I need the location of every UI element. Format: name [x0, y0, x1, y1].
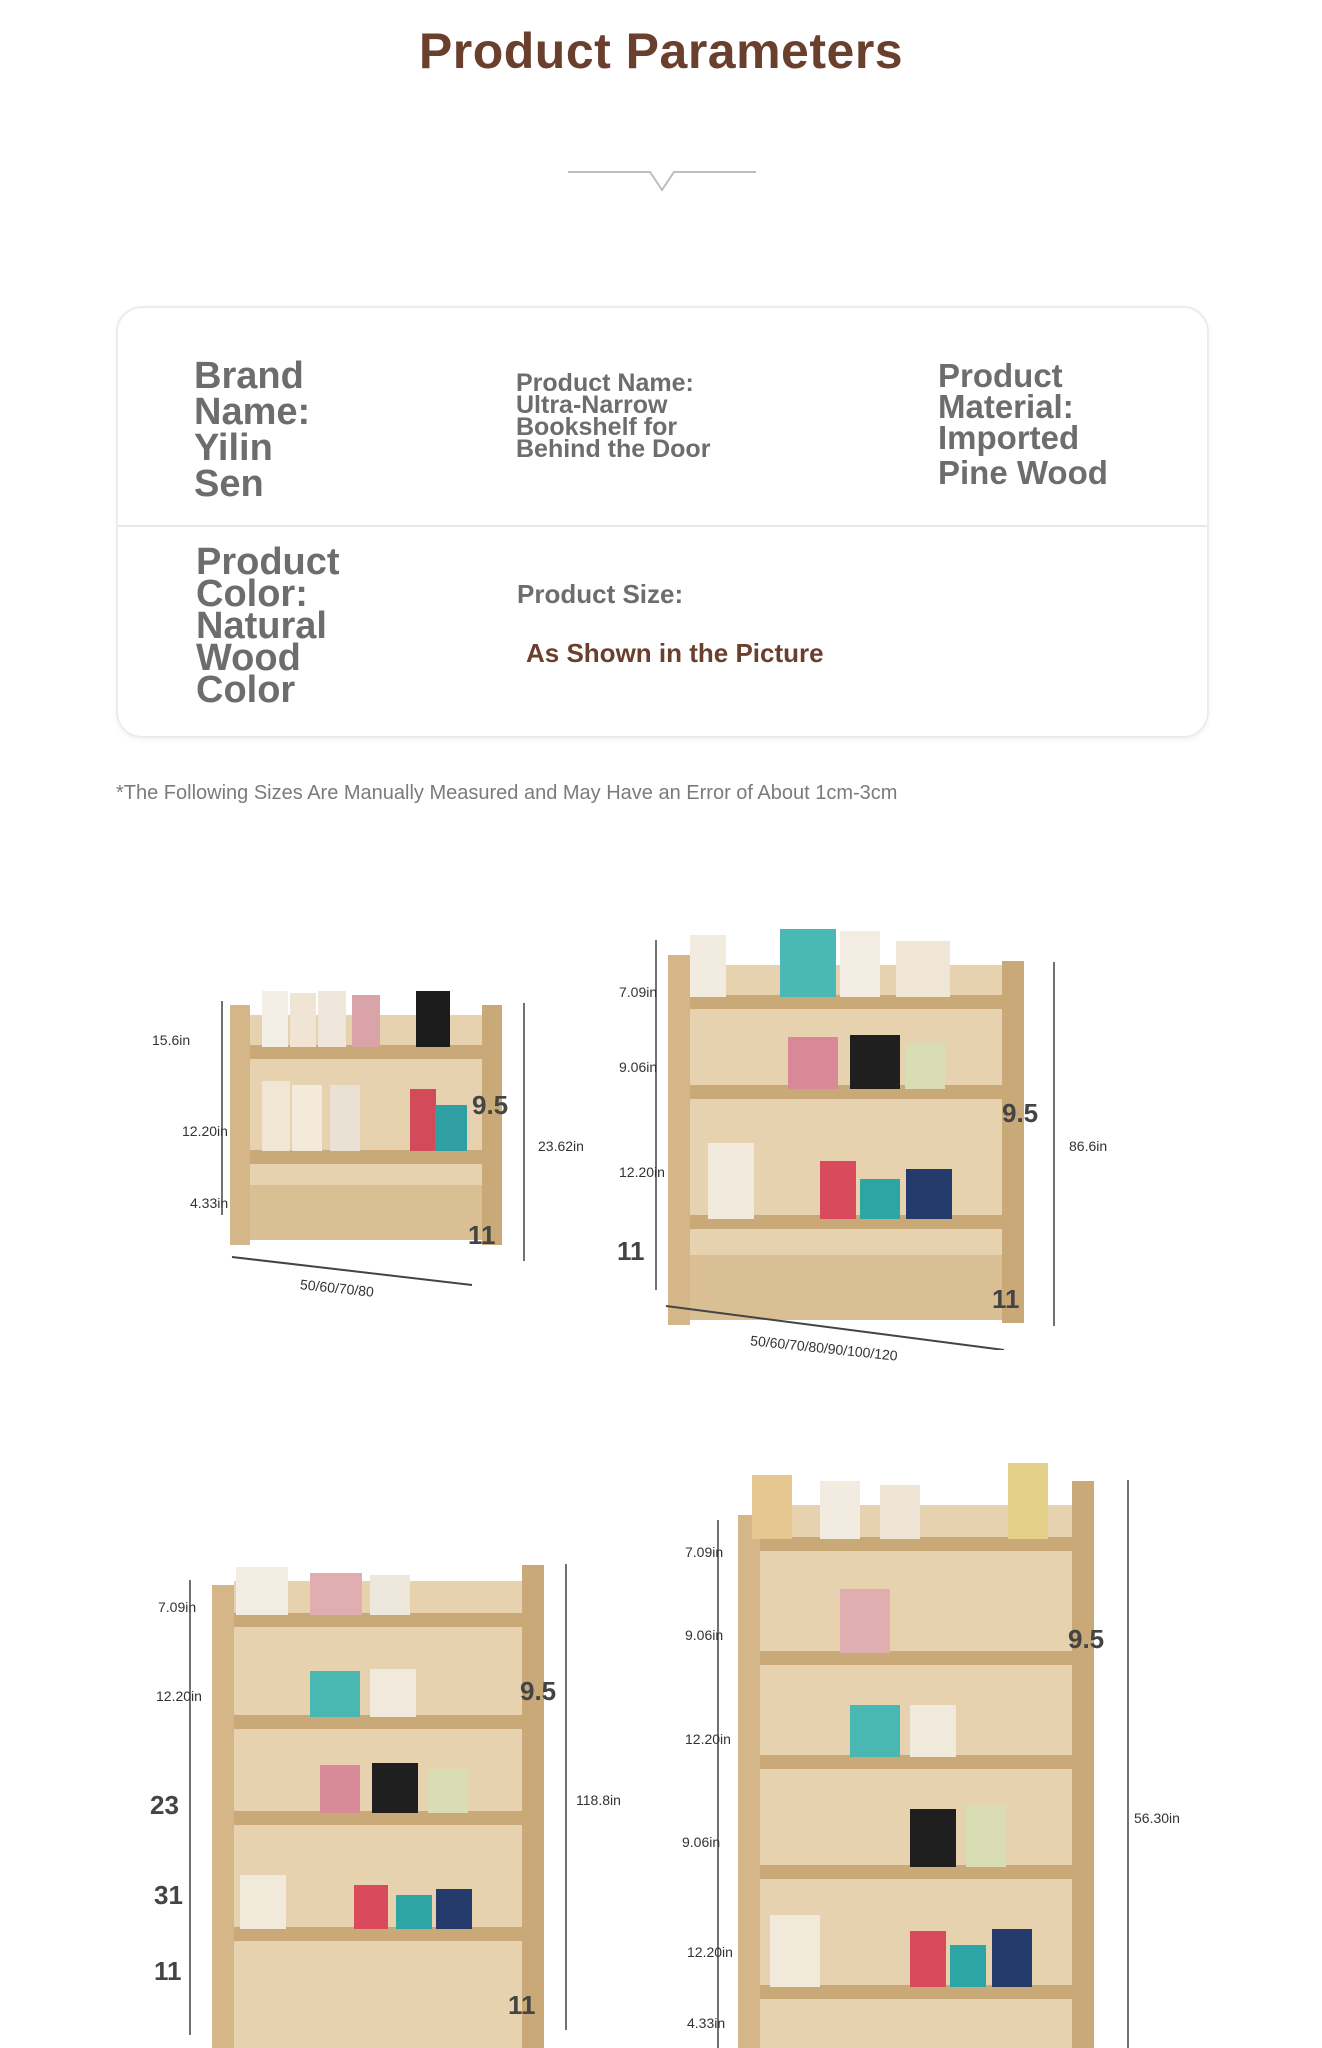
dim-base: 23: [150, 1790, 179, 1820]
material-line: Material:: [938, 388, 1074, 425]
dim-base: 11: [992, 1284, 1020, 1314]
product-name-line: Product Name:: [516, 369, 694, 397]
dim-label: 12.20in: [687, 1944, 733, 1960]
brand-line: Name:: [194, 391, 311, 434]
size-label: Product Size:: [517, 579, 684, 609]
page-title: Product Parameters: [418, 23, 904, 79]
material-line: Product: [938, 357, 1063, 394]
color-line: Product: [196, 541, 340, 583]
dim-depth: 9.5: [1068, 1624, 1105, 1654]
dim-label: 15.6in: [152, 1032, 191, 1048]
dim-base: 11: [468, 1220, 496, 1250]
material-line: Imported: [938, 419, 1080, 456]
dim-label: 56.30in: [1134, 1810, 1180, 1826]
dim-base: 31: [154, 1880, 183, 1910]
parameters-card: [116, 306, 1209, 738]
dim-label: 7.09in: [619, 984, 658, 1000]
dim-depth: 9.5: [1002, 1098, 1039, 1128]
measurement-note: *The Following Sizes Are Manually Measured and May Have an Error of About 1cm-3cm: [116, 782, 898, 804]
dim-label: 50/60/70/80/90/100/120: [749, 1332, 899, 1364]
dim-label: 118.8in: [576, 1792, 621, 1808]
color-line: Color:: [196, 573, 308, 615]
brand-line: Yilin: [194, 427, 273, 470]
dim-depth: 9.5: [520, 1676, 557, 1706]
dim-label: 12.20in: [156, 1688, 202, 1704]
color-line: Wood: [196, 637, 301, 679]
dim-label: 7.09in: [685, 1544, 724, 1560]
dimension-lines-shelf4: [700, 1480, 1140, 2048]
product-name-line: Ultra-Narrow: [516, 391, 668, 419]
dim-base: 11: [617, 1236, 645, 1266]
dimension-lines-shelf1: [150, 985, 580, 1305]
brand-line: Sen: [194, 463, 264, 506]
dim-label: 9.06in: [682, 1834, 721, 1850]
dim-label: 50/60/70/80: [299, 1276, 375, 1300]
card-divider: [118, 525, 1207, 527]
dim-base: 11: [508, 1990, 536, 2020]
material-line: Pine Wood: [938, 454, 1108, 491]
dim-label: 23.62in: [538, 1138, 584, 1154]
dim-depth: 9.5: [472, 1090, 509, 1120]
dim-label: 12.20in: [685, 1731, 731, 1747]
product-name-line: Behind the Door: [516, 435, 711, 463]
dim-label: 86.6in: [1069, 1138, 1108, 1154]
color-cell: [196, 541, 340, 711]
color-line: Natural: [196, 605, 327, 647]
product-name-cell: [516, 369, 711, 463]
size-value: As Shown in the Picture: [526, 638, 824, 668]
dim-label: 12.20in: [182, 1123, 228, 1139]
brand-name-cell: [194, 355, 311, 506]
brand-line: Brand: [194, 355, 304, 397]
product-name-line: Bookshelf for: [516, 413, 678, 441]
dim-label: 4.33in: [190, 1195, 229, 1211]
dim-label: 9.06in: [685, 1627, 724, 1643]
dim-label: 12.20in: [619, 1164, 665, 1180]
color-line: Color: [196, 669, 296, 711]
material-cell: [938, 357, 1108, 491]
section-divider-chevron: [560, 160, 760, 210]
dim-label: 4.33in: [687, 2015, 726, 2031]
dim-label: 7.09in: [158, 1599, 197, 1615]
dim-label: 9.06in: [619, 1059, 658, 1075]
dim-base: 11: [154, 1956, 182, 1986]
dimension-lines-shelf3: [180, 1560, 600, 2048]
